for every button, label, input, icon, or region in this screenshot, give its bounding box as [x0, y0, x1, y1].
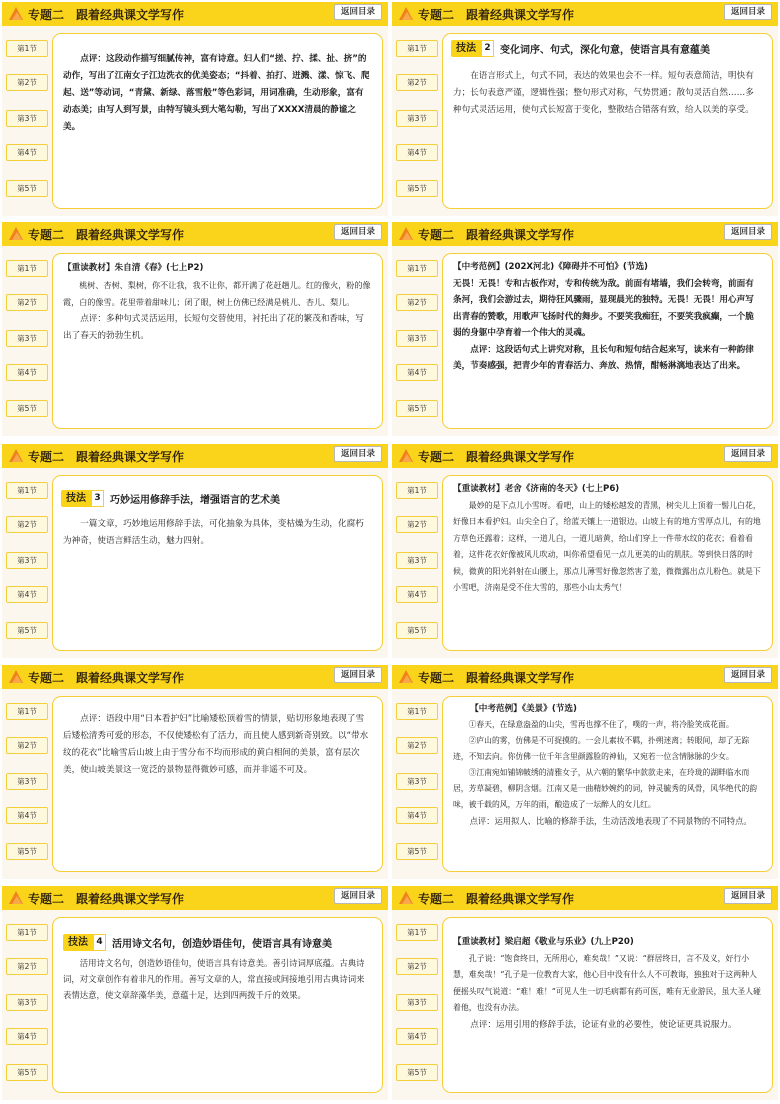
- header-title: 专题二 跟着经典课文学写作: [418, 228, 575, 242]
- back-to-contents-button[interactable]: 返回目录: [334, 446, 382, 462]
- method-heading: [61, 490, 280, 507]
- slide-header: [392, 665, 778, 689]
- slide-header: [2, 665, 388, 689]
- nav-section-3[interactable]: 第3节: [6, 330, 48, 347]
- slide-header: [2, 2, 388, 26]
- nav-section-5[interactable]: 第5节: [396, 400, 438, 417]
- nav-section-4[interactable]: 第4节: [6, 364, 48, 381]
- nav-section-4[interactable]: 第4节: [6, 807, 48, 824]
- source-heading: 【重读教材】老舍《济南的冬天》(七上P6): [453, 484, 620, 494]
- triangle-logo-inner-icon: [402, 12, 412, 20]
- nav-section-5[interactable]: 第5节: [6, 843, 48, 860]
- back-to-contents-button[interactable]: 返回目录: [724, 4, 772, 20]
- nav-section-2[interactable]: 第2节: [396, 737, 438, 754]
- back-to-contents-button[interactable]: 返回目录: [724, 224, 772, 240]
- method-number: 2: [481, 40, 494, 57]
- nav-section-3[interactable]: 第3节: [396, 773, 438, 790]
- example-paragraph-2: ②庐山的雾，仿佛是不可捉摸的。一会儿素妆不羁，扑朔迷离；转眼间，却了无踪迹，不知去向。你仿佛一位千年含里颜露脸的神仙，又宛若一位含情脉脉的少女。: [453, 736, 750, 761]
- nav-section-5[interactable]: 第5节: [396, 622, 438, 639]
- method-badge: [451, 40, 494, 57]
- method-heading: [451, 40, 710, 57]
- slide-header: [2, 222, 388, 246]
- method-badge: [63, 934, 106, 951]
- nav-section-3[interactable]: 第3节: [6, 110, 48, 127]
- triangle-logo-inner-icon: [402, 232, 412, 240]
- slide-5: [2, 444, 388, 658]
- nav-section-2[interactable]: 第2节: [396, 74, 438, 91]
- nav-section-1[interactable]: 第1节: [396, 703, 438, 720]
- slide-1: [2, 2, 388, 216]
- example-text: 无畏！无畏！专和古板作对，专和传统为敌。前面有堵墙，我们会转弯，前面有条河，我们会游过去，期待狂风骤雨，显现晨光的独特。无畏！无畏！用心声写出青春的赞歌，用歌声飞扬时代的舞步。不要笑我痴狂，不要笑我疯癫，一个脆弱的身躯中孕育着一个伟大的灵魂。: [453, 278, 754, 338]
- header-title: 专题二 跟着经典课文学写作: [28, 228, 185, 242]
- method-badge-label: 技法: [456, 43, 476, 54]
- slide-2: [392, 2, 778, 216]
- header-title: 专题二 跟着经典课文学写作: [28, 892, 185, 906]
- slide-header: [392, 444, 778, 468]
- nav-section-3[interactable]: 第3节: [6, 994, 48, 1011]
- nav-section-1[interactable]: 第1节: [396, 40, 438, 57]
- content-card: [442, 696, 773, 872]
- method-title: 活用诗文名句，创造妙语佳句，使语言具有诗意美: [112, 939, 332, 950]
- method-badge-label: 技法: [66, 493, 86, 504]
- content-card: [52, 696, 383, 872]
- triangle-logo-inner-icon: [402, 454, 412, 462]
- triangle-logo-inner-icon: [402, 675, 412, 683]
- nav-section-3[interactable]: 第3节: [6, 552, 48, 569]
- slide-header: [2, 886, 388, 910]
- content-card: [52, 917, 383, 1093]
- slide-header: [392, 2, 778, 26]
- nav-section-5[interactable]: 第5节: [396, 843, 438, 860]
- nav-section-3[interactable]: 第3节: [396, 994, 438, 1011]
- header-title: 专题二 跟着经典课文学写作: [418, 8, 575, 22]
- content-card: [442, 475, 773, 651]
- nav-section-2[interactable]: 第2节: [6, 958, 48, 975]
- method-description: 活用诗文名句，创造妙语佳句，使语言具有诗意美。善引诗词厚底蕴。古典诗词，对文章创作有着非凡的作用。善写文章的人，常直接或间接地引用古典诗词来表情达意，使文章辞藻华美，意蕴十足，达到四两拨千斤的效果。: [63, 958, 365, 1000]
- slide-8: [392, 665, 778, 879]
- slide-header: [392, 886, 778, 910]
- nav-section-3[interactable]: 第3节: [396, 110, 438, 127]
- method-description: 一篇文章，巧妙地运用修辞手法，可化抽象为具体，变枯燥为生动，化腐朽为神奇，使语言鲜活生动，魅力四射。: [63, 519, 364, 546]
- excerpt-text: 孔子说：“饱食终日，无所用心，难矣哉！”又说：“群居终日，言不及义，好行小慧，难矣哉！”孔子是一位教育大家，他心目中没有什么人不可教诲，独独对于这两种人便摇头叹气说道：“难！难！”可见人生一切毛病都有药可医，唯有无业游民，虽大圣人碰着他，也没有办法。: [453, 953, 761, 1012]
- triangle-logo-inner-icon: [12, 232, 22, 240]
- triangle-logo-inner-icon: [402, 896, 412, 904]
- back-to-contents-button[interactable]: 返回目录: [724, 888, 772, 904]
- example-paragraph-1: ①春天，在绿意盎盈的山尖，雪再也撑不住了，噗的一声，将冷脸笑成花面。: [468, 720, 734, 729]
- back-to-contents-button[interactable]: 返回目录: [334, 224, 382, 240]
- slide-6: [392, 444, 778, 658]
- comment-text: 点评：语段中用“日本看护妇”比喻矮松顶着雪的情景，贴切形象地表现了雪后矮松清秀可爱的形态，不仅使矮松有了活力，而且使人感到新奇别致。以“带水纹的花衣”比喻雪后山坡上由于雪分布不均而形成的黄白相间的美景，富有层次美，使山坡美景这一宽泛的景物显得微妙可感，而并非遥不可及。: [63, 714, 369, 775]
- back-to-contents-button[interactable]: 返回目录: [724, 446, 772, 462]
- triangle-logo-inner-icon: [12, 675, 22, 683]
- content-card: [442, 917, 773, 1093]
- nav-section-5[interactable]: 第5节: [6, 180, 48, 197]
- method-heading: [63, 934, 332, 951]
- nav-section-2[interactable]: 第2节: [6, 516, 48, 533]
- source-heading: 【中考范例】《美景》(节选): [470, 704, 577, 714]
- nav-section-5[interactable]: 第5节: [6, 400, 48, 417]
- comment-text: 点评：运用拟人、比喻的修辞手法，生动活泼地表现了不同景物的不同特点。: [469, 816, 752, 826]
- triangle-logo-inner-icon: [12, 12, 22, 20]
- nav-section-4[interactable]: 第4节: [6, 144, 48, 161]
- comment-text: 点评：这段动作描写细腻传神，富有诗意。妇人们“搓、拧、揉、扯、挤”的动作，写出了江南女子江边洗衣的优美姿态；“抖着、拍打、迸溅、漾、惊飞、爬起、送”等动词，“青黛、新绿、落雪般”等色彩词，用词准确，生动形象，富有动态美；由写人到写景，由特写镜头到大笔勾勒，写出了XXXX清晨的静谧之美。: [63, 54, 370, 132]
- back-to-contents-button[interactable]: 返回目录: [334, 888, 382, 904]
- nav-section-1[interactable]: 第1节: [396, 260, 438, 277]
- method-title: 变化词序、句式，深化句意，使语言具有意蕴美: [500, 45, 710, 56]
- source-heading: 【重读教材】梁启超《敬业与乐业》(九上P20): [453, 937, 634, 947]
- content-card: [52, 33, 383, 209]
- header-title: 专题二 跟着经典课文学写作: [28, 671, 185, 685]
- method-description: 在语言形式上，句式不同，表达的效果也会不一样。短句表意简洁，明快有力；长句表意严谨，逻辑性强；整句形式对称，气势贯通；散句灵活自然……多种句式灵活运用，使句式长短富于变化，整散结合错落有致，给人以美的享受。: [453, 71, 754, 115]
- nav-section-2[interactable]: 第2节: [6, 737, 48, 754]
- comment-text: 点评：多种句式灵活运用，长短句交替使用，衬托出了花的繁茂和香味，写出了春天的勃勃生机。: [63, 314, 364, 341]
- nav-section-1[interactable]: 第1节: [6, 40, 48, 57]
- content-card: [52, 253, 383, 429]
- slide-9: [2, 886, 388, 1100]
- slide-10: [392, 886, 778, 1100]
- nav-section-2[interactable]: 第2节: [396, 516, 438, 533]
- nav-section-4[interactable]: 第4节: [396, 1028, 438, 1045]
- nav-section-2[interactable]: 第2节: [396, 958, 438, 975]
- slide-7: [2, 665, 388, 879]
- source-heading: 【重读教材】朱自清《春》(七上P2): [63, 263, 204, 273]
- method-title: 巧妙运用修辞手法，增强语言的艺术美: [110, 495, 280, 506]
- nav-section-5[interactable]: 第5节: [6, 622, 48, 639]
- header-title: 专题二 跟着经典课文学写作: [418, 671, 575, 685]
- nav-section-2[interactable]: 第2节: [396, 294, 438, 311]
- nav-section-5[interactable]: 第5节: [396, 1064, 438, 1081]
- comment-text: 点评：运用引用的修辞手法，论证有业的必要性，使论证更具说服力。: [470, 1019, 737, 1030]
- method-number: 3: [91, 490, 104, 507]
- header-title: 专题二 跟着经典课文学写作: [28, 450, 185, 464]
- back-to-contents-button[interactable]: 返回目录: [724, 667, 772, 683]
- slide-header: [2, 444, 388, 468]
- nav-section-4[interactable]: 第4节: [6, 1028, 48, 1045]
- comment-text: 点评：这段话句式上讲究对称，且长句和短句结合起来写，读来有一种韵律美，节奏感强，把青少年的青春活力、奔放、热情，酣畅淋漓地表达了出来。: [453, 344, 754, 371]
- method-badge: [61, 490, 104, 507]
- excerpt-text: 桃树、杏树、梨树，你不让我，我不让你，都开满了花赶趟儿。红的像火，粉的像霞，白的像雪。花里带着甜味儿；闭了眼，树上仿佛已经满是桃儿、杏儿、梨儿。: [63, 280, 371, 307]
- nav-section-2[interactable]: 第2节: [6, 294, 48, 311]
- nav-section-4[interactable]: 第4节: [396, 586, 438, 603]
- back-to-contents-button[interactable]: 返回目录: [334, 667, 382, 683]
- method-number: 4: [93, 934, 106, 951]
- nav-section-5[interactable]: 第5节: [396, 180, 438, 197]
- nav-section-1[interactable]: 第1节: [6, 482, 48, 499]
- content-card: [442, 33, 773, 209]
- nav-section-2[interactable]: 第2节: [6, 74, 48, 91]
- nav-section-3[interactable]: 第3节: [396, 552, 438, 569]
- slide-3: [2, 222, 388, 436]
- excerpt-text: 最妙的是下点儿小雪呀。看吧，山上的矮松越发的青黑，树尖儿上顶着一髻儿白花，好像日本看护妇。山尖全白了，给蓝天镶上一道银边。山坡上有的地方雪厚点儿，有的地方草色还露着；这样，一道儿白，一道儿暗黄，给山们穿上一件带水纹的花衣；看着看着，这件花衣好像被风儿吹动，叫你希望看见一点儿更美的山的肌肤。等到快日落的时候，微黄的阳光斜射在山腰上，那点儿薄雪好像忽然害了羞，微微露出点儿粉色。就是下小雪吧，济南是受不住大雪的，那些小山太秀气！: [453, 500, 761, 592]
- header-title: 专题二 跟着经典课文学写作: [418, 892, 575, 906]
- source-heading: 【中考范例】(202X河北)《障碍并不可怕》(节选): [453, 262, 648, 272]
- nav-section-4[interactable]: 第4节: [396, 364, 438, 381]
- nav-section-5[interactable]: 第5节: [6, 1064, 48, 1081]
- nav-section-3[interactable]: 第3节: [396, 330, 438, 347]
- nav-section-4[interactable]: 第4节: [396, 807, 438, 824]
- slide-header: [392, 222, 778, 246]
- example-paragraph-3: ③江南宛如铺锦帔绣的清雅女子，从六朝的繁华中款款走来，在玲珑的湖畔临水而居，芳草凝碧，柳阴含烟。江南又是一曲精妙婉约的词，钟灵毓秀的风骨，风华绝代的韵味，被千载的风，万年的雨，酿造成了一坛醉人的女儿红。: [453, 768, 758, 809]
- content-card: [442, 253, 773, 429]
- back-to-contents-button[interactable]: 返回目录: [334, 4, 382, 20]
- content-card: [52, 475, 383, 651]
- header-title: 专题二 跟着经典课文学写作: [418, 450, 575, 464]
- method-badge-label: 技法: [68, 937, 88, 948]
- nav-section-1[interactable]: 第1节: [396, 924, 438, 941]
- nav-section-4[interactable]: 第4节: [6, 586, 48, 603]
- nav-section-3[interactable]: 第3节: [6, 773, 48, 790]
- slide-4: [392, 222, 778, 436]
- nav-section-1[interactable]: 第1节: [6, 260, 48, 277]
- nav-section-1[interactable]: 第1节: [6, 924, 48, 941]
- nav-section-1[interactable]: 第1节: [6, 703, 48, 720]
- nav-section-4[interactable]: 第4节: [396, 144, 438, 161]
- header-title: 专题二 跟着经典课文学写作: [28, 8, 185, 22]
- nav-section-1[interactable]: 第1节: [396, 482, 438, 499]
- triangle-logo-inner-icon: [12, 454, 22, 462]
- triangle-logo-inner-icon: [12, 896, 22, 904]
